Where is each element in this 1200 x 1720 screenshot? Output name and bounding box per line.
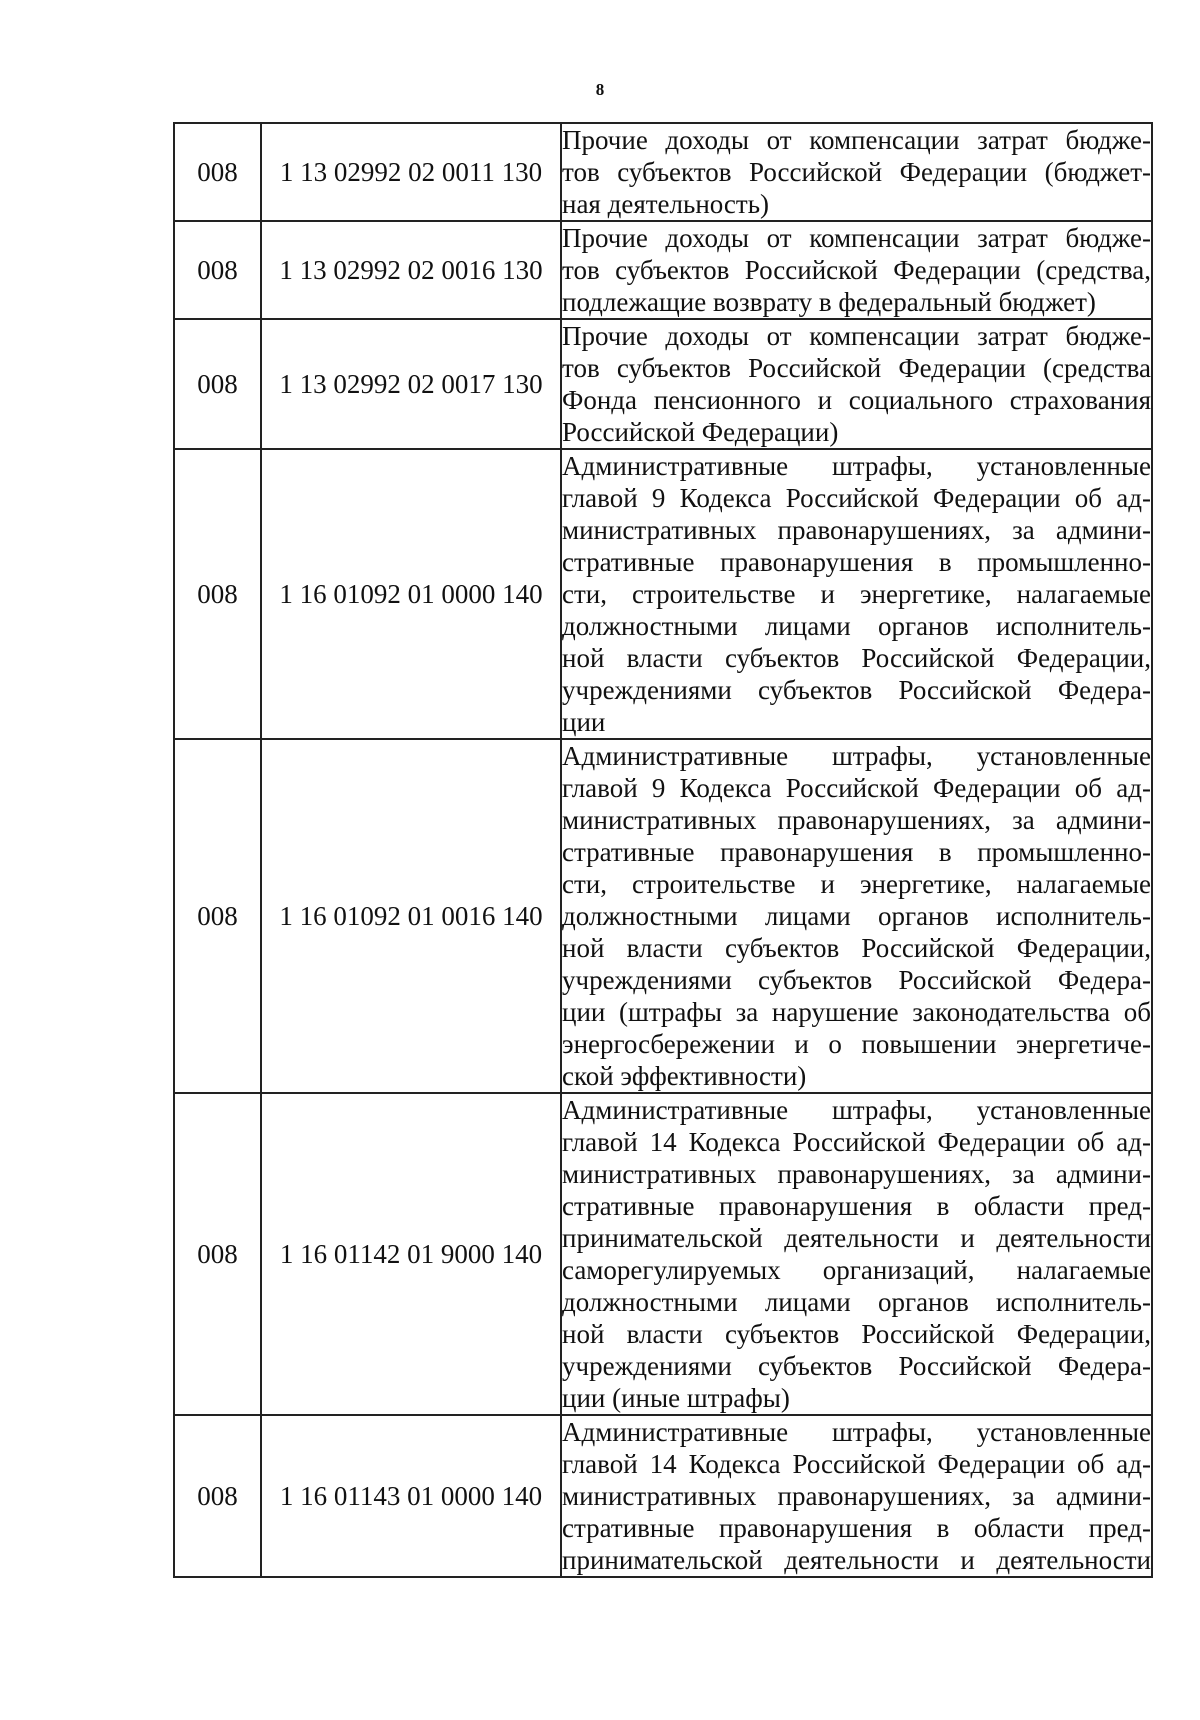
admin-code-cell: 008	[174, 1415, 261, 1577]
description-line: Прочие доходы от компенсации затрат бюдже-	[562, 125, 1151, 155]
description-line: министративных правонарушениях, за админи-	[562, 515, 1151, 545]
table-row	[174, 123, 1152, 221]
table-body	[174, 123, 1152, 1577]
description-line: главой 14 Кодекса Российской Федерации об ад-	[562, 1449, 1151, 1479]
description-line: стративные правонарушения в промышленно-	[562, 547, 1151, 577]
description-line: подлежащие возврату в федеральный бюджет)	[562, 287, 1096, 317]
description-line: главой 14 Кодекса Российской Федерации об ад-	[562, 1127, 1151, 1157]
description-line: ная деятельность)	[562, 189, 770, 219]
kbk-code-cell: 1 16 01142 01 9000 140	[261, 1093, 561, 1415]
description-line: сти, строительстве и энергетике, налагаемые	[562, 869, 1151, 899]
description-line: Прочие доходы от компенсации затрат бюдже-	[562, 223, 1151, 253]
description-line: Фонда пенсионного и социального страхования	[562, 385, 1151, 415]
admin-code-cell: 008	[174, 319, 261, 449]
description-line: тов субъектов Российской Федерации (средства	[562, 353, 1151, 383]
description-line: министративных правонарушениях, за админи-	[562, 805, 1151, 835]
description-line: Прочие доходы от компенсации затрат бюдже-	[562, 321, 1151, 351]
description-line: ции (иные штрафы)	[562, 1383, 790, 1413]
description-line: учреждениями субъектов Российской Федера-	[562, 965, 1151, 995]
description-line: стративные правонарушения в области пред-	[562, 1191, 1151, 1221]
description-line: саморегулируемых организаций, налагаемые	[562, 1255, 1151, 1285]
description-cell	[561, 123, 1152, 221]
table-row	[174, 1415, 1152, 1577]
description-line: стративные правонарушения в промышленно-	[562, 837, 1151, 867]
description-line: главой 9 Кодекса Российской Федерации об ад-	[562, 773, 1151, 803]
description-line: ции (штрафы за нарушение законодательства об	[562, 997, 1151, 1027]
kbk-code-cell: 1 13 02992 02 0011 130	[261, 123, 561, 221]
admin-code-cell: 008	[174, 449, 261, 739]
description-line: ной власти субъектов Российской Федерации,	[562, 933, 1151, 963]
kbk-code-cell: 1 13 02992 02 0016 130	[261, 221, 561, 319]
description-line: ной власти субъектов Российской Федерации,	[562, 643, 1151, 673]
description-line: ной власти субъектов Российской Федерации,	[562, 1319, 1151, 1349]
kbk-code-cell: 1 16 01092 01 0000 140	[261, 449, 561, 739]
page-number: 8	[595, 80, 605, 99]
description-line: ции	[562, 707, 606, 737]
table-row	[174, 221, 1152, 319]
description-line: стративные правонарушения в области пред-	[562, 1513, 1151, 1543]
admin-code-cell: 008	[174, 1093, 261, 1415]
table-row	[174, 739, 1152, 1093]
description-cell	[561, 221, 1152, 319]
description-line: принимательской деятельности и деятельности	[562, 1545, 1151, 1575]
admin-code-cell: 008	[174, 221, 261, 319]
description-line: Административные штрафы, установленные	[562, 741, 1151, 771]
description-cell	[561, 1093, 1152, 1415]
description-line: министративных правонарушениях, за админи-	[562, 1159, 1151, 1189]
description-line: тов субъектов Российской Федерации (средства,	[562, 255, 1151, 285]
table-row	[174, 319, 1152, 449]
kbk-code-cell: 1 16 01092 01 0016 140	[261, 739, 561, 1093]
description-line: Российской Федерации)	[562, 417, 839, 447]
description-line: должностными лицами органов исполнитель-	[562, 611, 1151, 641]
description-line: учреждениями субъектов Российской Федера-	[562, 1351, 1151, 1381]
description-line: энергосбережении и о повышении энергетиче-	[562, 1029, 1151, 1059]
description-line: Административные штрафы, установленные	[562, 451, 1151, 481]
kbk-code-cell: 1 13 02992 02 0017 130	[261, 319, 561, 449]
description-line: учреждениями субъектов Российской Федера-	[562, 675, 1151, 705]
description-line: тов субъектов Российской Федерации (бюджет-	[562, 157, 1151, 187]
description-line: должностными лицами органов исполнитель-	[562, 901, 1151, 931]
revenue-codes-table	[173, 122, 1153, 1578]
description-cell	[561, 1415, 1152, 1577]
description-line: министративных правонарушениях, за админи-	[562, 1481, 1151, 1511]
table-row	[174, 1093, 1152, 1415]
kbk-code-cell: 1 16 01143 01 0000 140	[261, 1415, 561, 1577]
admin-code-cell: 008	[174, 123, 261, 221]
description-line: сти, строительстве и энергетике, налагаемые	[562, 579, 1151, 609]
description-cell	[561, 739, 1152, 1093]
description-line: Административные штрафы, установленные	[562, 1095, 1151, 1125]
admin-code-cell: 008	[174, 739, 261, 1093]
description-line: главой 9 Кодекса Российской Федерации об ад-	[562, 483, 1151, 513]
table-row	[174, 449, 1152, 739]
description-line: ской эффективности)	[562, 1061, 807, 1091]
description-cell	[561, 449, 1152, 739]
description-line: Административные штрафы, установленные	[562, 1417, 1151, 1447]
description-line: должностными лицами органов исполнитель-	[562, 1287, 1151, 1317]
description-cell	[561, 319, 1152, 449]
description-line: принимательской деятельности и деятельности	[562, 1223, 1151, 1253]
